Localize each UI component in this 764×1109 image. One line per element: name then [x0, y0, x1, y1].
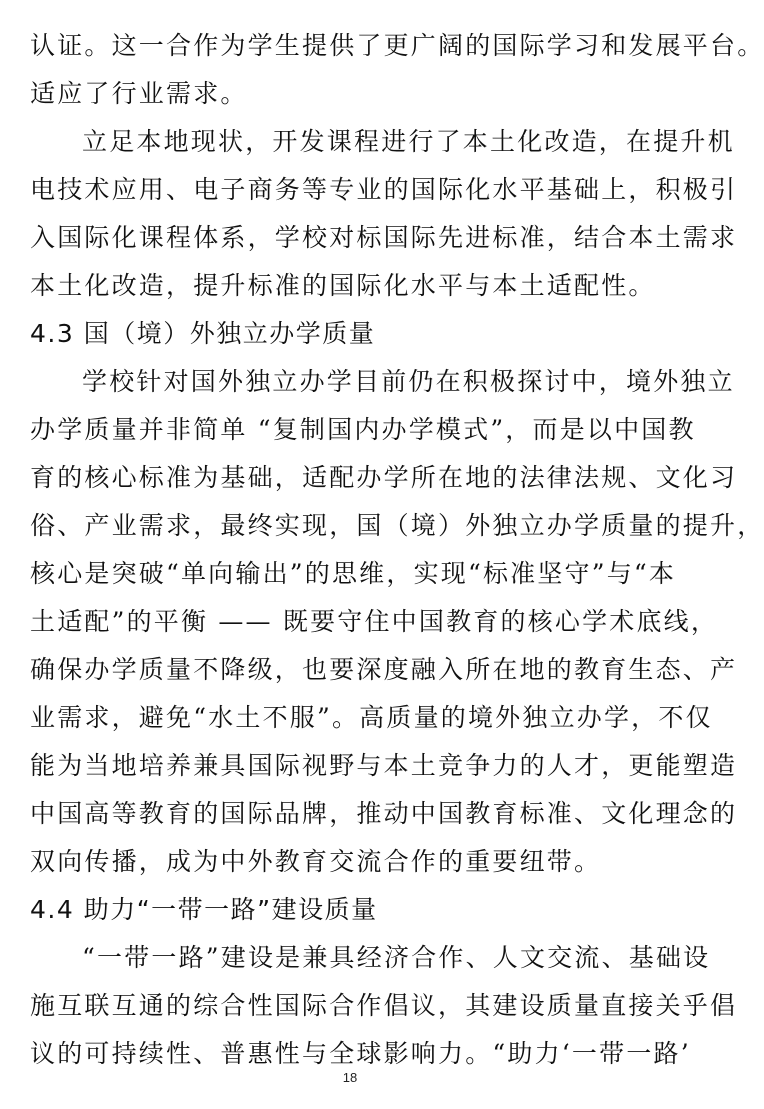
paragraph-line: 议的可持续性、普惠性与全球影响力。“助力‘一带一路’ — [30, 1039, 691, 1068]
page-number: 18 — [342, 1070, 358, 1085]
paragraph-line: 适应了行业需求。 — [30, 79, 248, 108]
paragraph-line: 入国际化课程体系，学校对标国际先进标准，结合本土需求 — [30, 223, 738, 252]
paragraph-line: 施互联互通的综合性国际合作倡议，其建设质量直接关乎倡 — [30, 991, 738, 1020]
paragraph-line: 电技术应用、电子商务等专业的国际化水平基础上，积极引 — [30, 175, 738, 204]
paragraph-line: 本土化改造，提升标准的国际化水平与本土适配性。 — [30, 271, 656, 300]
paragraph-line: 立足本地现状，开发课程进行了本土化改造，在提升机 — [82, 127, 735, 156]
paragraph-line: 业需求，避免“水土不服”。高质量的境外独立办学，不仅 — [30, 703, 713, 732]
paragraph-line: 能为当地培养兼具国际视野与本土竞争力的人才，更能塑造 — [30, 751, 738, 780]
paragraph-line: 核心是突破“单向输出”的思维，实现“标准坚守”与“本 — [30, 559, 677, 588]
paragraph-line: 认证。这一合作为学生提供了更广阔的国际学习和发展平台。 — [30, 31, 764, 60]
paragraph-line: 育的核心标准为基础，适配办学所在地的法律法规、文化习 — [30, 463, 738, 492]
paragraph-line: 办学质量并非简单 “复制国内办学模式”，而是以中国教 — [30, 415, 696, 444]
paragraph-line: 学校针对国外独立办学目前仍在积极探讨中，境外独立 — [82, 367, 735, 396]
paragraph-line: “一带一路”建设是兼具经济合作、人文交流、基础设 — [82, 943, 711, 972]
paragraph-line: 俗、产业需求，最终实现，国（境）外独立办学质量的提升， — [30, 511, 764, 540]
paragraph-line: 土适配”的平衡 —— 既要守住中国教育的核心学术底线， — [30, 607, 719, 636]
section-heading-4-4: 4.4 助力“一带一路”建设质量 — [30, 895, 378, 924]
section-heading-4-3: 4.3 国（境）外独立办学质量 — [30, 319, 376, 348]
paragraph-line: 中国高等教育的国际品牌，推动中国教育标准、文化理念的 — [30, 799, 738, 828]
paragraph-line: 确保办学质量不降级，也要深度融入所在地的教育生态、产 — [30, 655, 738, 684]
paragraph-line: 双向传播，成为中外教育交流合作的重要纽带。 — [30, 847, 602, 876]
